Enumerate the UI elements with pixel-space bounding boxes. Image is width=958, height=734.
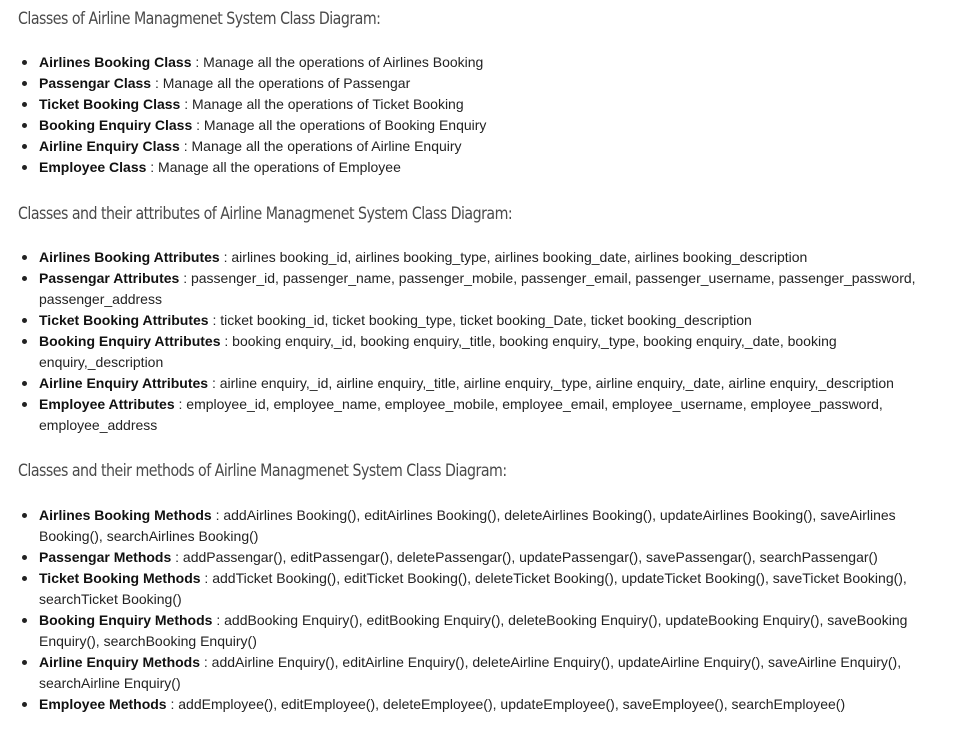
bullet-icon bbox=[22, 255, 27, 260]
item-description: : addAirline Enquiry(), editAirline Enquiry(), deleteAirline Enquiry(), updateAirline Enquiry(), saveAirline Enquiry(), searchAirline Enquiry() bbox=[39, 654, 902, 691]
list-item bbox=[18, 373, 918, 394]
list-item bbox=[18, 568, 918, 610]
item-description: : Manage all the operations of Airline Enquiry bbox=[179, 138, 462, 154]
list-item bbox=[18, 394, 918, 436]
item-description: : Manage all the operations of Employee bbox=[146, 159, 401, 175]
bullet-icon bbox=[22, 618, 27, 623]
bullet-icon bbox=[22, 576, 27, 581]
item-description: : Manage all the operations of Airlines Booking bbox=[191, 54, 484, 70]
bullet-icon bbox=[22, 123, 27, 128]
item-description: : airlines booking_id, airlines booking_type, airlines booking_date, airlines booking_description bbox=[219, 249, 808, 265]
bullet-icon bbox=[22, 60, 27, 65]
item-description: : airline enquiry,_id, airline enquiry,_title, airline enquiry,_type, airline enquiry,_date, airline enquiry,_description bbox=[208, 375, 894, 391]
item-term: Booking Enquiry Attributes bbox=[39, 333, 221, 349]
bullet-icon bbox=[22, 555, 27, 560]
bullet-icon bbox=[22, 513, 27, 518]
item-term: Passengar Attributes bbox=[39, 270, 180, 286]
methods-list bbox=[18, 505, 918, 715]
bullet-icon bbox=[22, 381, 27, 386]
list-item bbox=[18, 157, 918, 178]
item-term: Passengar Class bbox=[39, 75, 152, 91]
item-description: : booking enquiry,_id, booking enquiry,_title, booking enquiry,_type, booking enquiry,_date, booking enquiry,_description bbox=[39, 333, 837, 370]
item-description: : addTicket Booking(), editTicket Booking(), deleteTicket Booking(), updateTicket Booking(), saveTicket Booking(), searchTicket Booking() bbox=[39, 570, 907, 607]
item-term: Booking Enquiry Class bbox=[39, 117, 193, 133]
item-term: Ticket Booking Class bbox=[39, 96, 181, 112]
bullet-icon bbox=[22, 318, 27, 323]
item-term: Employee Attributes bbox=[39, 396, 175, 412]
item-description: : passenger_id, passenger_name, passenger_mobile, passenger_email, passenger_username, passenger_password, passenger_address bbox=[39, 270, 916, 307]
list-item bbox=[18, 52, 918, 73]
list-item bbox=[18, 268, 918, 310]
bullet-icon bbox=[22, 81, 27, 86]
item-description: : addAirlines Booking(), editAirlines Booking(), deleteAirlines Booking(), updateAirlines Booking(), saveAirlines Booking(), searchAirlines Booking() bbox=[39, 507, 896, 544]
item-description: : addPassengar(), editPassengar(), deletePassengar(), updatePassengar(), savePassengar(), searchPassengar() bbox=[171, 549, 878, 565]
section-heading-classes: Classes of Airline Managmenet System Class Diagram: bbox=[18, 9, 381, 28]
item-term: Ticket Booking Methods bbox=[39, 570, 201, 586]
list-item bbox=[18, 115, 918, 136]
item-term: Employee Class bbox=[39, 159, 147, 175]
bullet-icon bbox=[22, 702, 27, 707]
bullet-icon bbox=[22, 165, 27, 170]
item-description: : addEmployee(), editEmployee(), deleteEmployee(), updateEmployee(), saveEmployee(), searchEmployee() bbox=[166, 696, 846, 712]
item-description: : employee_id, employee_name, employee_mobile, employee_email, employee_username, employee_password, employee_address bbox=[39, 396, 883, 433]
item-description: : Manage all the operations of Booking Enquiry bbox=[192, 117, 487, 133]
bullet-icon bbox=[22, 144, 27, 149]
item-term: Booking Enquiry Methods bbox=[39, 612, 213, 628]
item-term: Passengar Methods bbox=[39, 549, 172, 565]
section-heading-methods: Classes and their methods of Airline Managmenet System Class Diagram: bbox=[18, 461, 507, 480]
item-description: : ticket booking_id, ticket booking_type, ticket booking_Date, ticket booking_description bbox=[208, 312, 752, 328]
bullet-icon bbox=[22, 402, 27, 407]
bullet-icon bbox=[22, 276, 27, 281]
bullet-icon bbox=[22, 660, 27, 665]
section-heading-attributes: Classes and their attributes of Airline Managmenet System Class Diagram: bbox=[18, 204, 513, 223]
item-term: Airlines Booking Attributes bbox=[39, 249, 220, 265]
item-term: Airlines Booking Methods bbox=[39, 507, 212, 523]
list-item bbox=[18, 694, 918, 715]
list-item bbox=[18, 610, 918, 652]
list-item bbox=[18, 94, 918, 115]
list-item bbox=[18, 652, 918, 694]
list-item bbox=[18, 505, 918, 547]
item-term: Airline Enquiry Class bbox=[39, 138, 180, 154]
list-item bbox=[18, 247, 918, 268]
list-item bbox=[18, 310, 918, 331]
item-term: Airline Enquiry Methods bbox=[39, 654, 201, 670]
item-description: : addBooking Enquiry(), editBooking Enquiry(), deleteBooking Enquiry(), updateBooking Enquiry(), saveBooking Enquiry(), searchBooking Enquiry() bbox=[39, 612, 908, 649]
attributes-list bbox=[18, 247, 918, 436]
bullet-icon bbox=[22, 102, 27, 107]
list-item bbox=[18, 136, 918, 157]
item-term: Employee Methods bbox=[39, 696, 167, 712]
item-term: Airline Enquiry Attributes bbox=[39, 375, 209, 391]
item-term: Ticket Booking Attributes bbox=[39, 312, 209, 328]
list-item bbox=[18, 547, 918, 568]
classes-list bbox=[18, 52, 918, 178]
item-description: : Manage all the operations of Passengar bbox=[151, 75, 411, 91]
item-term: Airlines Booking Class bbox=[39, 54, 192, 70]
list-item bbox=[18, 331, 918, 373]
list-item bbox=[18, 73, 918, 94]
item-description: : Manage all the operations of Ticket Booking bbox=[180, 96, 464, 112]
bullet-icon bbox=[22, 339, 27, 344]
